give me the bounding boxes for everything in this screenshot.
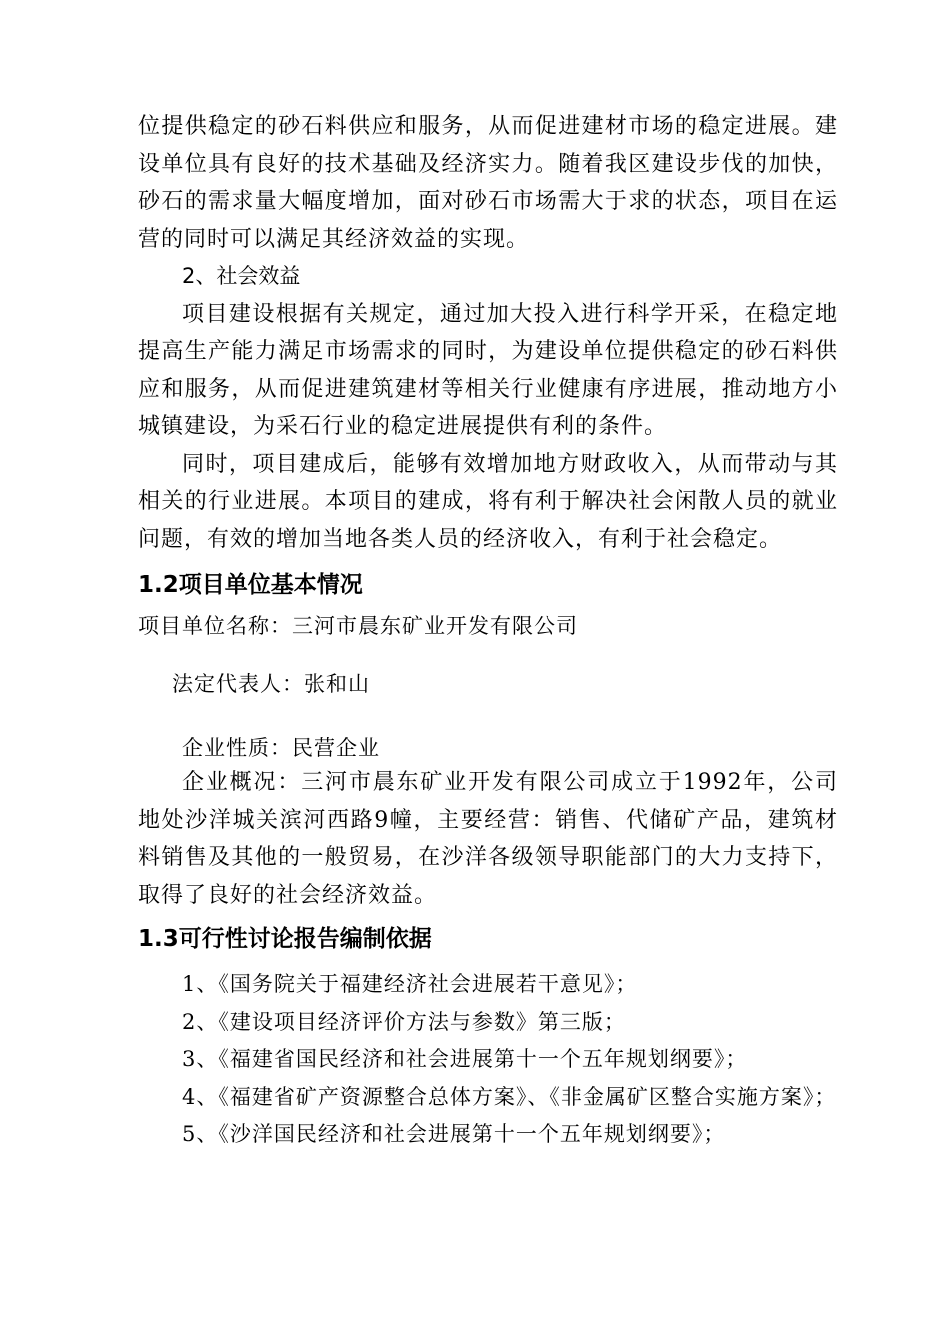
social-benefit-paragraph-1: 项目建设根据有关规定，通过加大投入进行科学开采，在稳定地提高生产能力满足市场需求的同时，为建设单位提供稳定的砂石料供应和服务，从而促进建筑建材等相关行业健康有序进展，推动地方小城镇建设，为采石行业的稳定进展提供有利的条件。	[138, 301, 838, 439]
enterprise-nature: 企业性质：民营企业	[182, 736, 380, 760]
unit-name-label: 项目单位名称：	[138, 614, 292, 638]
basis-list	[138, 966, 838, 1154]
social-benefit-paragraph-2: 同时，项目建成后，能够有效增加地方财政收入，从而带动与其相关的行业进展。本项目的建成，将有利于解决社会闲散人员的就业问题，有效的增加当地各类人员的经济收入，有利于社会稳定。	[138, 451, 838, 552]
unit-name-line	[138, 606, 838, 646]
enterprise-overview: 企业概况：三河市晨东矿业开发有限公司成立于1992年，公司地处沙洋城关滨河西路9幢，主要经营：销售、代储矿产品，建筑材料销售及其他的一般贸易，在沙洋各级领导职能部门的大力支持下，取得了良好的社会经济效益。	[138, 770, 838, 908]
document-page	[138, 108, 838, 1154]
list-item: 2、《建设项目经济评价方法与参数》第三版；	[182, 1009, 626, 1034]
economic-benefit-paragraph-tail: 位提供稳定的砂石料供应和服务，从而促进建材市场的稳定进展。建设单位具有良好的技术基础及经济实力。随着我区建设步伐的加快，砂石的需求量大幅度增加，面对砂石市场需大于求的状态，项目在运营的同时可以满足其经济效益的实现。	[138, 114, 838, 252]
list-item: 4、《福建省矿产资源整合总体方案》、《非金属矿区整合实施方案》；	[182, 1084, 837, 1109]
social-benefit-heading: 2、社会效益	[182, 264, 301, 288]
unit-name-value: 三河市晨东矿业开发有限公司	[292, 614, 578, 638]
list-item: 3、《福建省国民经济和社会进展第十一个五年规划纲要》；	[182, 1047, 748, 1071]
list-item: 1、《国务院关于福建经济社会进展若干意见》；	[182, 972, 638, 996]
list-item: 5、《沙洋国民经济和社会进展第十一个五年规划纲要》；	[182, 1122, 726, 1146]
section-1-3-title: 1.3可行性讨论报告编制依据	[138, 926, 432, 952]
legal-representative: 法定代表人：张和山	[172, 672, 370, 696]
section-1-2-title: 1.2项目单位基本情况	[138, 572, 363, 598]
